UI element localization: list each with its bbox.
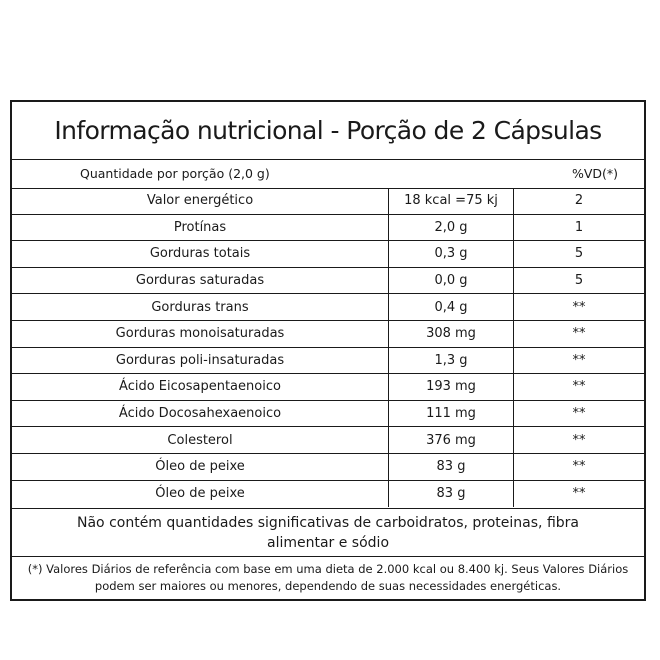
table-row: [12, 294, 644, 321]
nutrient-daily-value: **: [513, 294, 644, 320]
nutrient-name: Gorduras trans: [151, 299, 249, 315]
panel-title: Informação nutricional - Porção de 2 Cápsulas: [12, 102, 644, 160]
nutrient-name: Colesterol: [167, 432, 233, 448]
nutrient-amount: 1,3 g: [388, 348, 513, 374]
table-row: [12, 241, 644, 268]
nutrient-daily-value: **: [513, 321, 644, 347]
nutrient-amount: 308 mg: [388, 321, 513, 347]
nutrient-name: Valor energético: [146, 193, 254, 209]
nutrient-name: Gorduras totais: [149, 246, 251, 262]
table-row: [12, 321, 644, 348]
nutrient-name: Gorduras poli-insaturadas: [115, 352, 285, 368]
table-row: [12, 427, 644, 454]
table-row: [12, 215, 644, 242]
nutrient-name: Óleo de peixe: [155, 486, 245, 502]
nutrient-daily-value: **: [513, 374, 644, 400]
nutrient-table: [12, 188, 644, 509]
nutrient-daily-value: **: [513, 401, 644, 427]
nutrient-daily-value: 5: [513, 268, 644, 294]
serving-size-row: [12, 159, 644, 189]
nutrient-amount: 83 g: [388, 454, 513, 480]
nutrient-daily-value: 1: [513, 215, 644, 241]
daily-values-footnote: (*) Valores Diários de referência com base em uma dieta de 2.000 kcal ou 8.400 kj. Seus Valores Diários podem ser maiores ou menores, dependendo de suas necessidades energéticas.: [27, 562, 629, 593]
nutrient-name: Ácido Docosahexaenoico: [118, 406, 282, 422]
nutrient-name: Gorduras saturadas: [135, 273, 265, 289]
nutrient-daily-value: 5: [513, 241, 644, 267]
nutrient-amount: 193 mg: [388, 374, 513, 400]
table-row: [12, 481, 644, 508]
insignificant-amounts-note: Não contém quantidades significativas de carboidratos, proteinas, fibra alimentar e sódio: [12, 509, 644, 557]
nutrient-name: Protínas: [173, 219, 227, 235]
nutrient-daily-value: **: [513, 454, 644, 480]
nutrient-daily-value: **: [513, 427, 644, 453]
nutrient-daily-value: 2: [513, 188, 644, 214]
nutrient-amount: 0,4 g: [388, 294, 513, 320]
table-row: [12, 348, 644, 375]
nutrient-daily-value: **: [513, 348, 644, 374]
table-row: [12, 188, 644, 215]
nutrient-name: Gorduras monoisaturadas: [115, 326, 285, 342]
daily-value-header: %VD(*): [571, 166, 618, 181]
nutrition-facts-panel: [10, 100, 646, 601]
table-row: [12, 374, 644, 401]
nutrient-amount: 376 mg: [388, 427, 513, 453]
nutrient-amount: 18 kcal =75 kj: [388, 188, 513, 214]
nutrient-amount: 2,0 g: [388, 215, 513, 241]
serving-size-label: Quantidade por porção (2,0 g): [80, 166, 270, 181]
nutrient-amount: 0,3 g: [388, 241, 513, 267]
table-row: [12, 454, 644, 481]
nutrient-name: Óleo de peixe: [155, 459, 245, 475]
table-row: [12, 401, 644, 428]
table-row: [12, 268, 644, 295]
nutrient-name: Ácido Eicosapentaenoico: [119, 379, 281, 395]
nutrient-daily-value: **: [513, 481, 644, 508]
nutrient-amount: 83 g: [388, 481, 513, 508]
nutrient-amount: 0,0 g: [388, 268, 513, 294]
nutrient-amount: 111 mg: [388, 401, 513, 427]
